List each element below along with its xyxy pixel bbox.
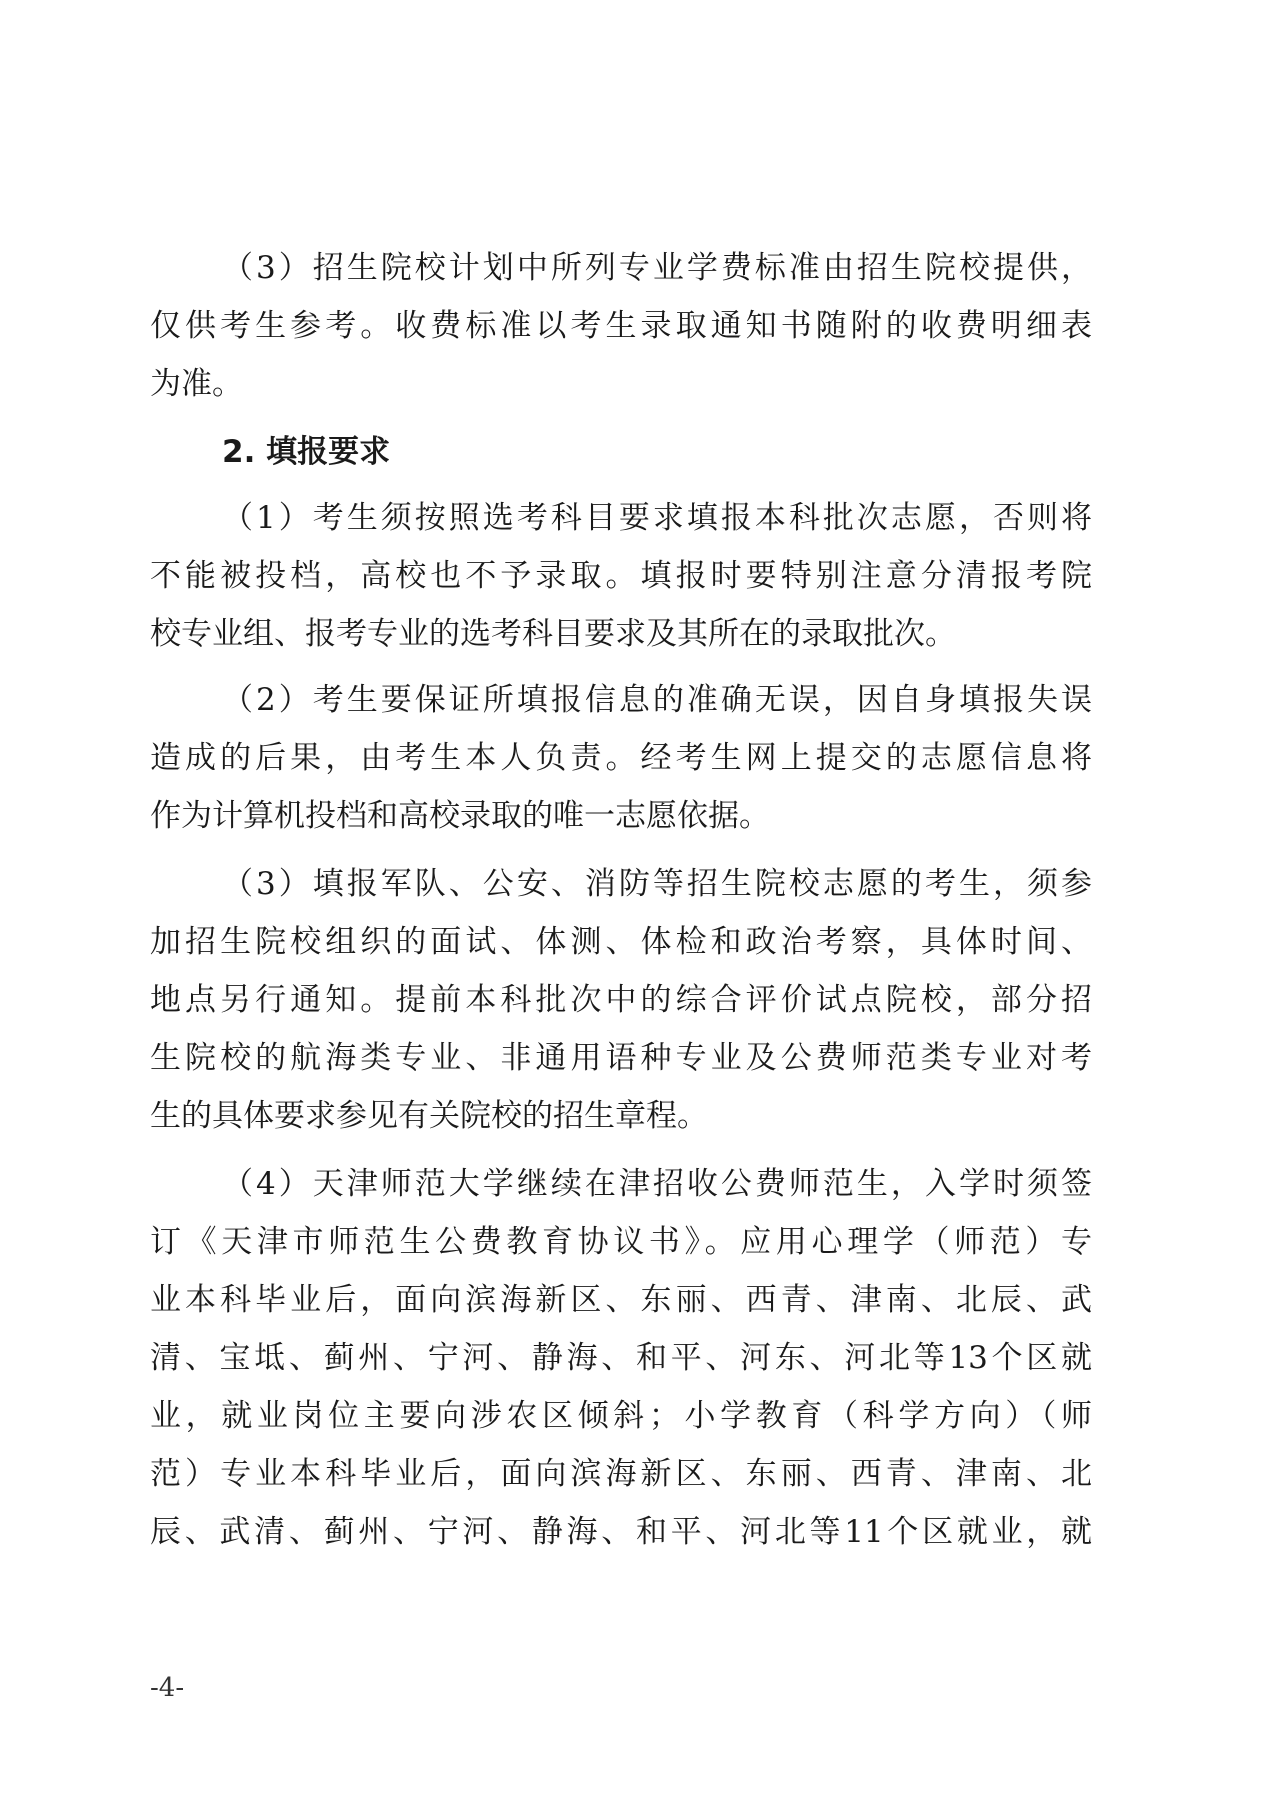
- para-2-line-1: （1）考生须按照选考科目要求填报本科批次志愿，否则将: [222, 500, 1092, 536]
- para-3-line-3: 作为计算机投档和高校录取的唯一志愿依据。: [150, 798, 770, 834]
- para-3-line-2: 造成的后果，由考生本人负责。经考生网上提交的志愿信息将: [150, 740, 1092, 776]
- para-2-line-3: 校专业组、报考专业的选考科目要求及其所在的录取批次。: [150, 616, 956, 652]
- page-number: -4-: [150, 1673, 185, 1703]
- para-4-line-4: 生院校的航海类专业、非通用语种专业及公费师范类专业对考: [150, 1040, 1092, 1076]
- para-2-line-2: 不能被投档，高校也不予录取。填报时要特别注意分清报考院: [150, 558, 1092, 594]
- para-4-line-5: 生的具体要求参见有关院校的招生章程。: [150, 1098, 708, 1134]
- para-1-line-1: （3）招生院校计划中所列专业学费标准由招生院校提供，: [222, 250, 1092, 286]
- para-1-line-2: 仅供考生参考。收费标准以考生录取通知书随附的收费明细表: [150, 308, 1092, 344]
- para-5-line-2: 订《天津市师范生公费教育协议书》。应用心理学（师范）专: [150, 1224, 1092, 1260]
- para-5-line-7: 辰、武清、蓟州、宁河、静海、和平、河北等11个区就业，就: [150, 1514, 1092, 1550]
- para-4-line-2: 加招生院校组织的面试、体测、体检和政治考察，具体时间、: [150, 924, 1092, 960]
- para-3-line-1: （2）考生要保证所填报信息的准确无误，因自身填报失误: [222, 682, 1092, 718]
- para-4-line-1: （3）填报军队、公安、消防等招生院校志愿的考生，须参: [222, 866, 1092, 902]
- para-5-line-1: （4）天津师范大学继续在津招收公费师范生，入学时须签: [222, 1166, 1092, 1202]
- para-5-line-4: 清、宝坻、蓟州、宁河、静海、和平、河东、河北等13个区就: [150, 1340, 1092, 1376]
- para-5-line-5: 业，就业岗位主要向涉农区倾斜；小学教育（科学方向）（师: [150, 1398, 1092, 1434]
- para-5-line-6: 范）专业本科毕业后，面向滨海新区、东丽、西青、津南、北: [150, 1456, 1092, 1492]
- para-4-line-3: 地点另行通知。提前本科批次中的综合评价试点院校，部分招: [150, 982, 1092, 1018]
- para-5-line-3: 业本科毕业后，面向滨海新区、东丽、西青、津南、北辰、武: [150, 1282, 1092, 1318]
- para-1-line-3: 为准。: [150, 366, 243, 402]
- section-heading: 2. 填报要求: [222, 434, 391, 470]
